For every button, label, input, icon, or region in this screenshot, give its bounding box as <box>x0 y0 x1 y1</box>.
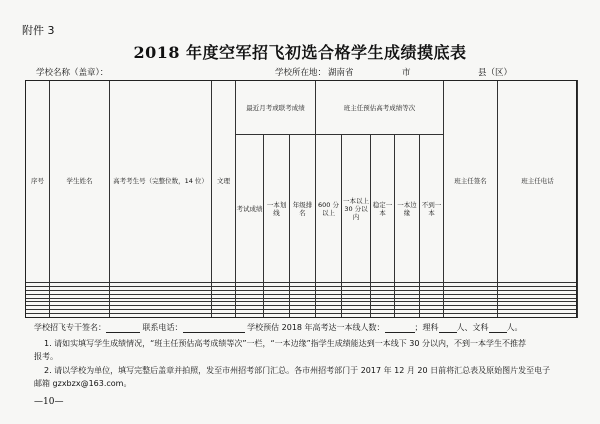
header-student-name: 学生姓名 <box>50 81 110 283</box>
page-number: —10— <box>34 397 64 407</box>
table-frame <box>25 80 577 318</box>
location-label: 学校所在地： <box>275 68 327 78</box>
note-1: 1. 请如实填写学生成绩情况，“班主任预估高考成绩等次”一栏，“一本边缘”指学生成绩能达到一本线下 30 分以内，不到一本学生不推荐 <box>44 339 527 348</box>
attachment-label: 附件 3 <box>22 24 55 37</box>
subheader-first-tier-line: 一本划线 <box>264 135 290 283</box>
province-text: 湖南省 <box>328 68 354 78</box>
note-1-continued: 报考。 <box>34 352 58 361</box>
subheader-first-edge: 一本边缘 <box>395 135 420 283</box>
science-label: ；理科 <box>414 323 439 332</box>
liberal-unit: 人。 <box>506 323 523 332</box>
estimate-label: 学校预估 2018 年高考达一本线人数： <box>247 323 385 332</box>
note-2: 2. 请以学校为单位，填写完整后盖章并拍照，发至市州招考部门汇总。各市州招考部门于 2017 年 12 月 20 日前将汇总表及原始图片发至电子 <box>44 366 551 375</box>
header-teacher-phone: 班主任电话 <box>498 81 578 283</box>
header-teacher-signature: 班主任签名 <box>444 81 498 283</box>
header-seq: 序号 <box>26 81 50 283</box>
school-name-label: 学校名称（盖章）： <box>36 68 109 78</box>
city-text: 市 <box>402 68 411 78</box>
liberal-label: 、文科 <box>464 323 489 332</box>
document-title: 2018 年度空军招飞初选合格学生成绩摸底表 <box>133 43 467 62</box>
science-unit: 人 <box>456 323 465 332</box>
note-2-continued: 邮箱 gzxbzx@163.com。 <box>34 379 132 388</box>
header-teacher-estimate: 班主任预估高考成绩等次 <box>316 81 444 135</box>
subheader-within-30: 一本以上 30 分以内 <box>342 135 371 283</box>
subheader-grade-rank: 年级排名 <box>290 135 316 283</box>
header-recent-exam: 最近月考或联考成绩 <box>236 81 316 135</box>
signature-line <box>34 322 523 333</box>
subheader-600-plus: 600 分以上 <box>316 135 342 283</box>
phone-blank[interactable] <box>183 323 245 333</box>
contact-blank[interactable] <box>106 323 140 333</box>
subheader-stable-first: 稳定一本 <box>371 135 395 283</box>
subheader-score: 考试成绩 <box>236 135 264 283</box>
liberal-blank[interactable] <box>489 323 507 333</box>
science-blank[interactable] <box>439 323 457 333</box>
estimate-blank[interactable] <box>385 323 415 333</box>
header-exam-number: 高考考生号（完整位数，14 位） <box>110 81 212 283</box>
subheader-below-first: 不到一本 <box>420 135 444 283</box>
contact-label: 学校招飞专干签名： <box>34 323 106 332</box>
county-text: 县（区） <box>478 68 513 78</box>
header-arts-science: 文理 <box>212 81 236 283</box>
phone-label: 联系电话： <box>142 323 183 332</box>
